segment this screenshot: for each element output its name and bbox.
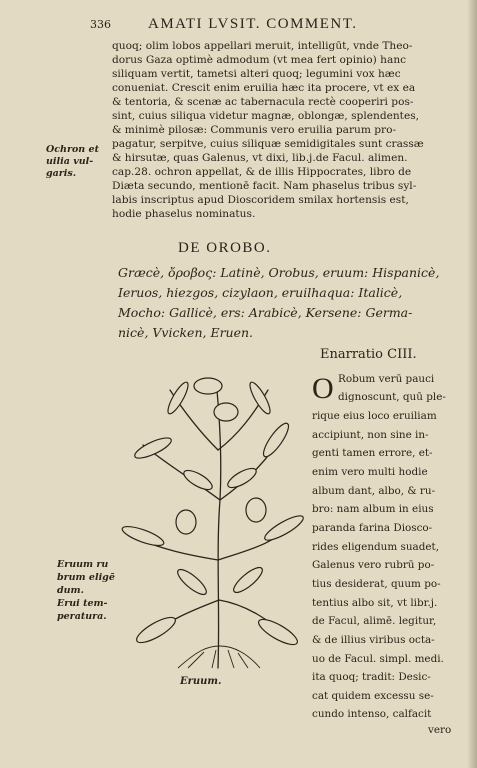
text-line: ita quoq; tradit: Desic- [312, 671, 431, 683]
text-line: de Facul, alimē. legitur, [312, 615, 437, 627]
margin-note-line: Eruum ru [57, 559, 109, 570]
text-line: paranda farina Diosco- [312, 522, 433, 534]
running-head [0, 16, 477, 36]
text-line: Robum verū pauci [338, 373, 435, 385]
margin-note-eruum [57, 558, 115, 623]
margin-note-line: dum. [57, 585, 84, 596]
text-line: genti tamen errore, et- [312, 447, 433, 459]
text-line: pagatur, serpitve, cuius siliquæ semidigitales sunt crassæ [112, 138, 424, 150]
text-line: bro: nam album in eius [312, 503, 434, 515]
margin-note-ochron [46, 144, 99, 180]
text-line: cundo intenso, calfacit [312, 708, 432, 720]
text-line: uo de Facul. simpl. medi. [312, 653, 444, 665]
text-line: Diæta secundo, mentionē facit. Nam phaselus tribus syl- [112, 180, 417, 192]
margin-note-line: brum eligē [57, 572, 115, 583]
text-line: conueniat. Crescit enim eruilia hæc ita procere, vt ex ea [112, 82, 416, 94]
text-line: sint, cuius siliqua videtur magnæ, oblongæ, splendentes, [112, 110, 420, 122]
orobus-plant-woodcut [108, 350, 308, 675]
section-title: DE OROBO. [178, 240, 272, 256]
text-line: quoq; olim lobos appellari meruit, intelligūt, vnde Theo- [112, 40, 413, 52]
running-title: AMATI LVSIT. COMMENT. [148, 16, 358, 32]
text-line: enim vero multi hodie [312, 466, 428, 478]
text-line: & de illius viribus octa- [312, 634, 435, 646]
text-line: album dant, albo, & ru- [312, 485, 436, 497]
margin-note-line: Ochron et [46, 144, 99, 155]
page-number: 336 [90, 18, 111, 31]
names-line: Ieruos, hiezgos, cizylaon, eruilhaqua: Italicè, [118, 285, 403, 300]
text-line: & hirsutæ, quas Galenus, vt dixi, lib.j.de Facul. alimen. [112, 152, 408, 164]
text-line: hodie phaselus nominatus. [112, 208, 256, 220]
figure-caption: Eruum. [180, 676, 222, 687]
margin-note-line: uilia vul- [46, 156, 94, 167]
text-line: dorus Gaza optimè admodum (vt mea fert opinio) hanc [112, 54, 407, 66]
catchword: vero [428, 724, 452, 736]
margin-note-line: Erui tem- [57, 598, 108, 609]
text-line: siliquam vertit, tametsi alteri quoq; legumini vox hæc [112, 68, 401, 80]
names-line: nicè, Vvicken, Eruen. [118, 325, 254, 340]
text-line: accipiunt, non sine in- [312, 429, 429, 441]
text-line: rides eligendum suadet, [312, 541, 440, 553]
margin-note-line: peratura. [57, 611, 107, 622]
margin-note-line: garis. [46, 168, 77, 179]
text-line: & minimè pilosæ: Communis vero eruilia parum pro- [112, 124, 397, 136]
text-line: cap.28. ochron appellat, & de illis Hippocrates, libro de [112, 166, 412, 178]
text-line: cat quidem excessu se- [312, 690, 434, 702]
names-line: Mocho: Gallicè, ers: Arabicè, Kersene: Germa- [118, 305, 413, 320]
text-line: dignoscunt, quū ple- [338, 391, 446, 403]
text-line: rique eius loco eruiliam [312, 410, 437, 422]
text-line: Galenus vero rubrū po- [312, 559, 435, 571]
text-line: tentius albo sit, vt libr.j. [312, 597, 438, 609]
text-line: labis inscriptus apud Dioscoridem smilax hortensis est, [112, 194, 409, 206]
enarratio-heading: Enarratio CIII. [320, 347, 417, 362]
text-line: tius desiderat, quum po- [312, 578, 441, 590]
names-line: Græcè, ὄροβος: Latinè, Orobus, eruum: Hispanicè, [118, 265, 440, 280]
text-line: & tentoria, & scenæ ac tabernacula rectè cooperiri pos- [112, 96, 414, 108]
drop-cap: O [312, 372, 334, 405]
